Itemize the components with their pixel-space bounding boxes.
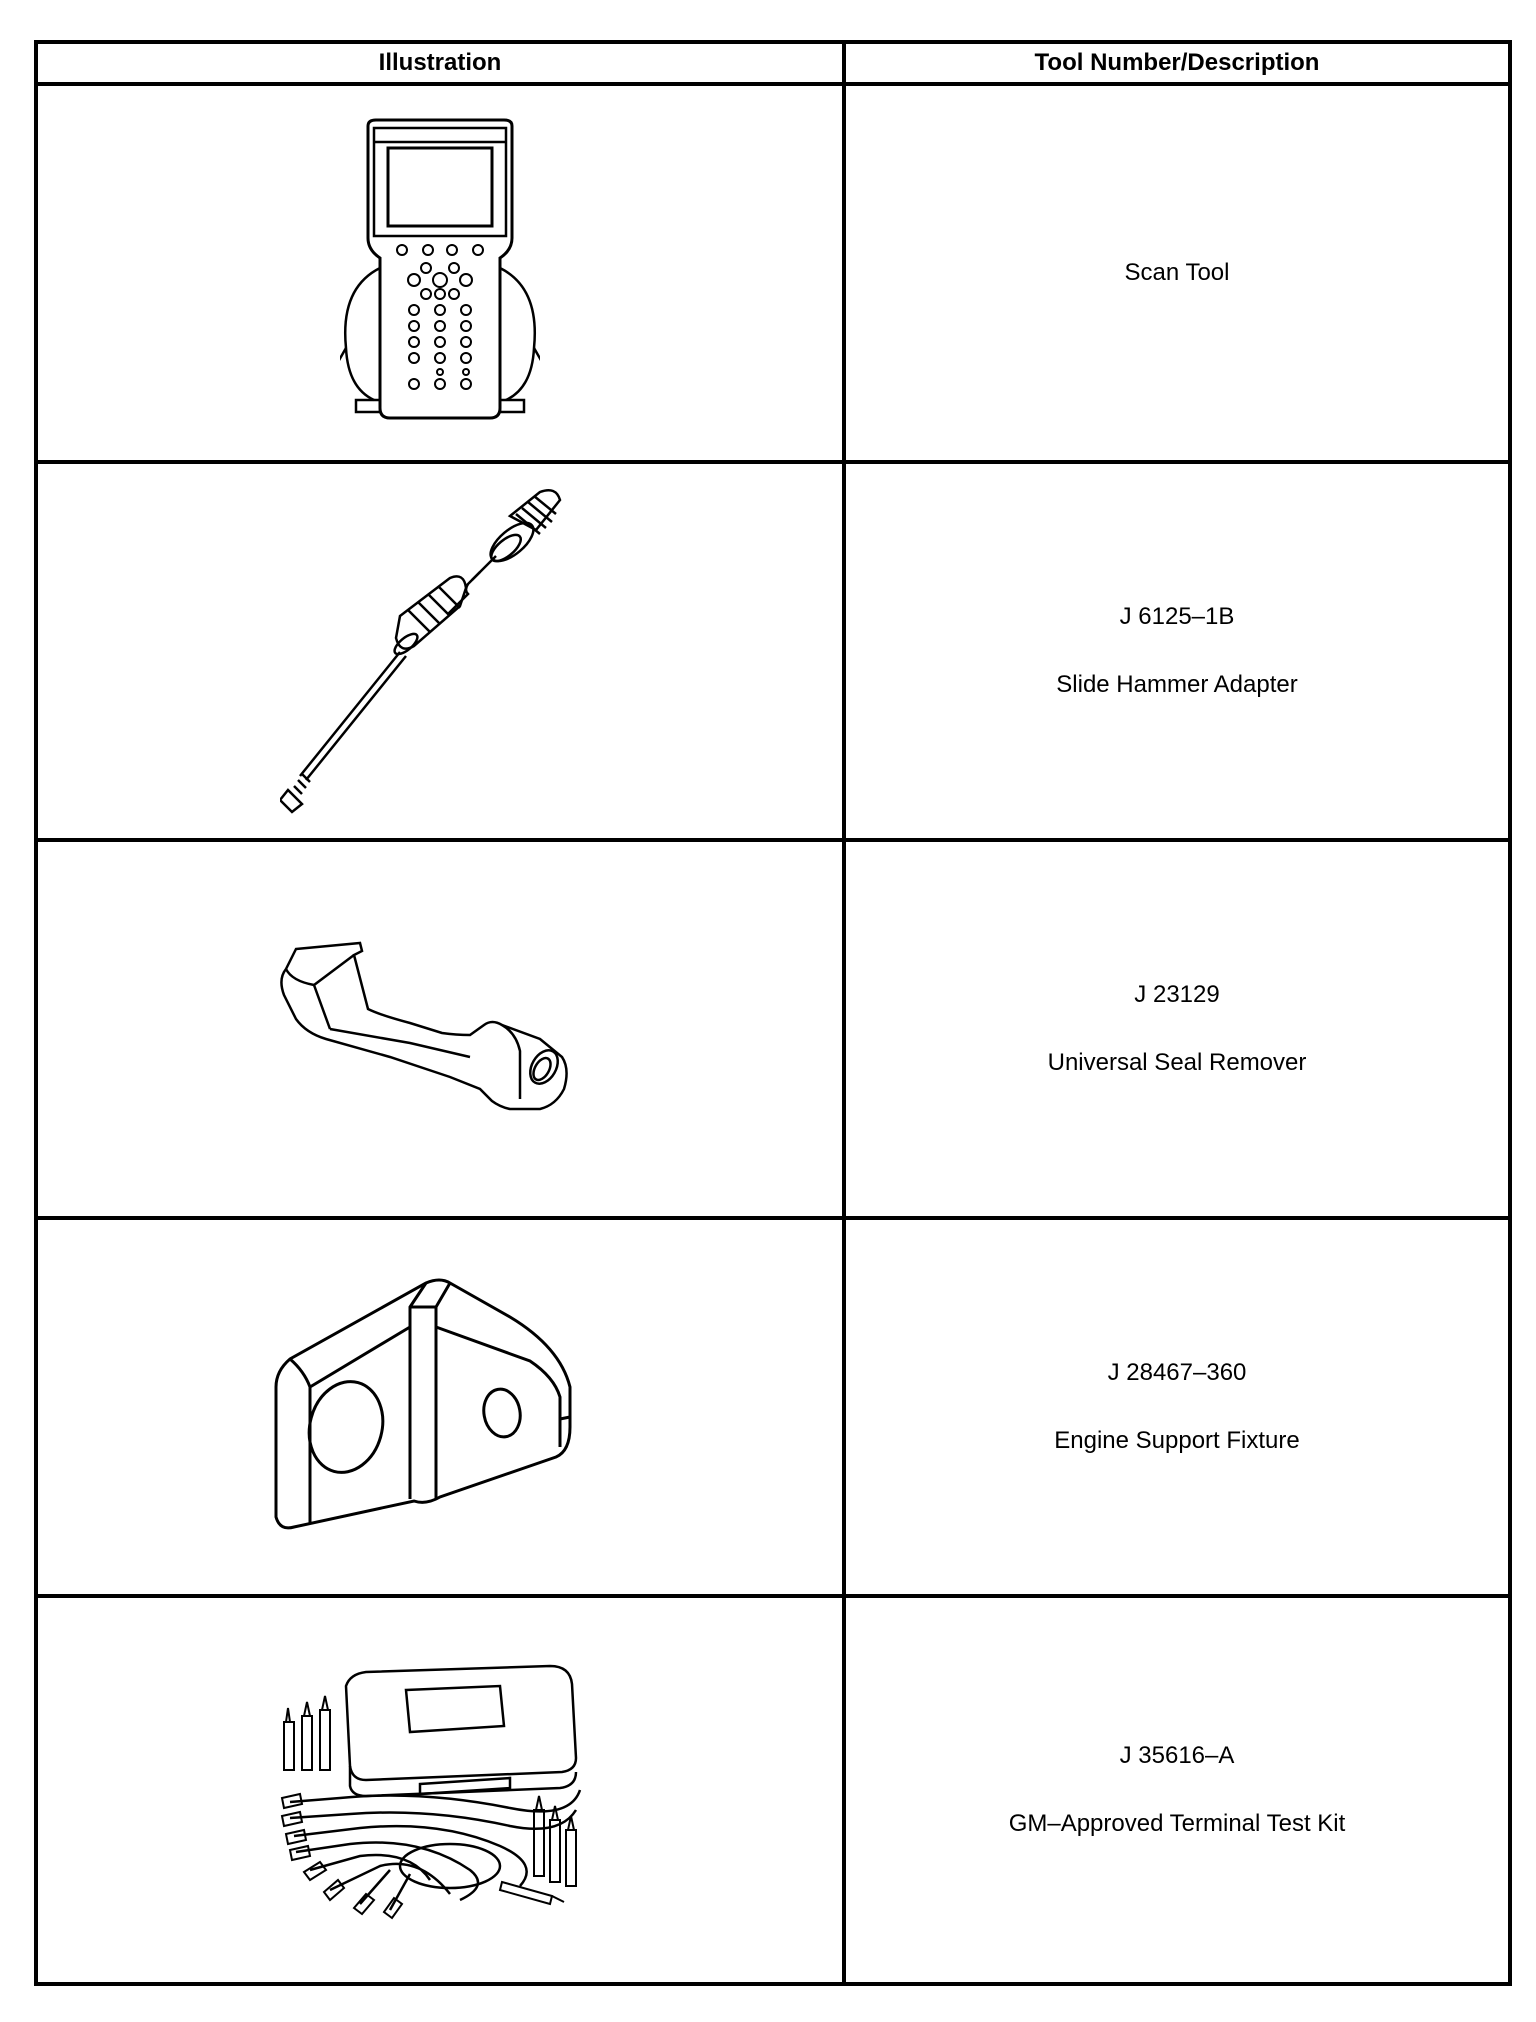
table-row xyxy=(36,84,1510,462)
tool-description: Universal Seal Remover xyxy=(1047,1049,1307,1076)
tool-number: J 6125–1B xyxy=(1119,603,1235,630)
illustration-cell xyxy=(36,84,844,462)
description-cell xyxy=(844,1218,1510,1596)
terminal-test-kit-icon xyxy=(270,1660,610,1920)
engine-support-fixture-icon xyxy=(270,1277,610,1537)
illustration-cell xyxy=(36,462,844,840)
tool-number: J 23129 xyxy=(1134,981,1220,1008)
table-row xyxy=(36,1596,1510,1984)
special-tools-table xyxy=(34,40,1512,1986)
description-cell xyxy=(844,1596,1510,1984)
description-cell xyxy=(844,462,1510,840)
tool-number: J 35616–A xyxy=(1119,1742,1235,1769)
illustration-header: Illustration xyxy=(36,42,844,84)
header-row xyxy=(36,42,1510,84)
illustration-cell xyxy=(36,1596,844,1984)
illustration-cell xyxy=(36,1218,844,1596)
scan-tool-icon xyxy=(340,118,540,428)
tool-description: Engine Support Fixture xyxy=(1054,1427,1300,1454)
table-row xyxy=(36,840,1510,1218)
seal-remover-icon xyxy=(270,939,610,1119)
table-row xyxy=(36,462,1510,840)
description-cell xyxy=(844,840,1510,1218)
tool-number: J 28467–360 xyxy=(1107,1359,1247,1386)
tool-description: Slide Hammer Adapter xyxy=(1056,671,1298,698)
illustration-cell xyxy=(36,840,844,1218)
tool-description: Scan Tool xyxy=(1124,259,1230,286)
description-cell xyxy=(844,84,1510,462)
table-row xyxy=(36,1218,1510,1596)
slide-hammer-icon xyxy=(280,486,600,816)
tool-description: GM–Approved Terminal Test Kit xyxy=(1008,1810,1346,1837)
description-header: Tool Number/Description xyxy=(844,42,1510,84)
